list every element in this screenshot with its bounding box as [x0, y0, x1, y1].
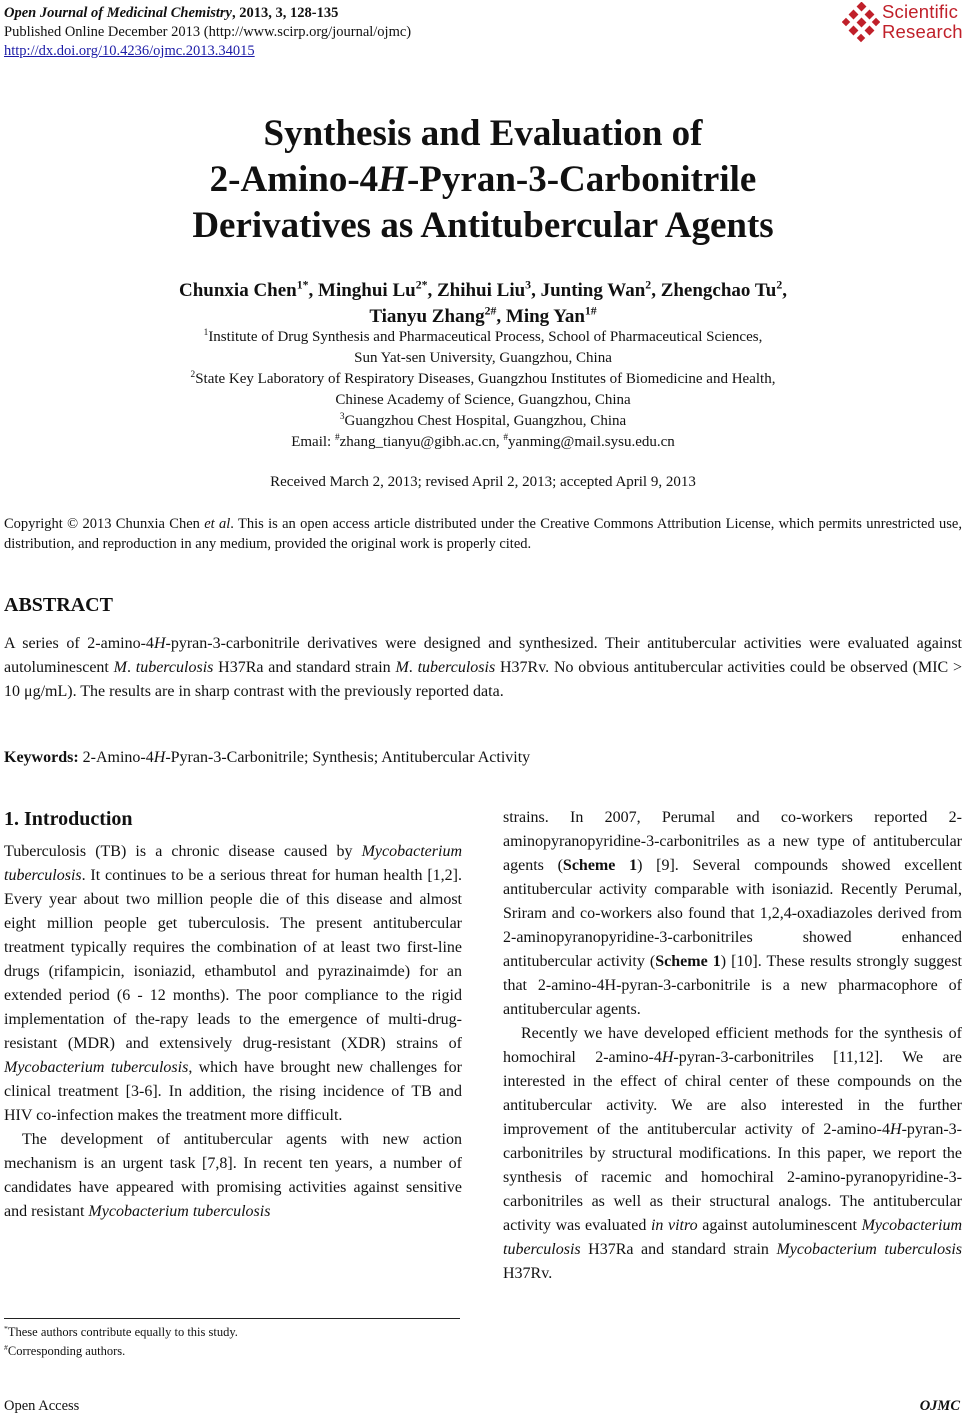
scientific-research-logo — [842, 2, 964, 48]
logo-text-line2: Research — [882, 21, 963, 42]
title-line-1: Synthesis and Evaluation of — [263, 113, 703, 154]
author-emails: Email: #zhang_tianyu@gibh.ac.cn, #yanming@mail.sysu.edu.cn — [291, 433, 675, 450]
received-dates: Received March 2, 2013; revised April 2, 2013; accepted April 9, 2013 — [270, 474, 696, 490]
affiliations: $^1$Institute of Drug Synthesis and Pharmaceutical Process, School of Pharmaceutical Sciences, Sun Yat-sen University, Guangzhou, China $^2$State Key Laboratory of Respiratory Diseases, Guangzhou Institutes of Biomedicine and Health, Chinese Academy of Science, Guangzhou, China $^3$Guangzhou Chest Hospital, Guangzhou, China Email: #zhang_tianyu@gibh.ac.cn, #yanming@mail.sysu.edu.cn — [0, 327, 966, 453]
keywords: Keywords: 2-Amino-4H-Pyran-3-Carbonitrile; Synthesis; Antitubercular Activity — [4, 749, 531, 766]
publication-line: Published Online December 2013 (http://www.scirp.org/journal/ojmc) — [4, 24, 412, 40]
title-line-3: Derivatives as Antitubercular Agents — [192, 205, 774, 246]
intro-paragraph-1: Tuberculosis (TB) is a chronic disease caused by Mycobacterium tuberculosis. It continues to be a serious threat for human health [1,2]. Every year about two million people die of this disease and almost eight million people get tuberculosis. The present antitubercular treatment typically requires the combination of at least two first-line drugs (rifampicin, isoniazid, ethambutol and pyrazinaimde) for an extended period (6 - 12 months). The poor compliance to the rigid implementation of the-rapy leads to the emergence of multi-drug-resistant (MDR) and extensively drug-resistant (XDR) strains of Mycobacterium tuberculosis, which have brought new challenges for clinical treatment [3-6]. In addition, the rising incidence of TB and HIV co-infection makes the treatment more difficult. — [4, 843, 462, 1124]
paper-title — [0, 111, 966, 249]
right-column — [503, 806, 962, 1286]
footnote-divider — [4, 1318, 460, 1319]
title-line-2: 2-Amino-4H-Pyran-3-Carbonitrile — [209, 159, 757, 200]
intro-paragraph-3: Recently we have developed efficient methods for the synthesis of homochiral 2-amino-4H-pyran-3-carbonitriles [11,12]. We are interested in the effect of chiral center of these compounds on the antitubercular activity. We are also interested in the further improvement of the antitubercular activity of 2-amino-4H-pyran-3-carbonitriles by structural modifications. In this paper, we report the synthesis of racemic and homochiral 2-amino-pyranopyridine-3-carbonitriles as well as their structural analogs. The antitubercular activity was evaluated in vitro against autoluminescent Mycobacterium tuberculosis H37Ra and standard strain Mycobacterium tuberculosis H37Rv. — [503, 1025, 962, 1282]
journal-header — [4, 4, 411, 61]
author-list: Chunxia Chen$^{1*}$, Minghui $Lu^{2*}$, Zhihui Liu$^3$, Junting Wan$^2$, Zhengchao Tu$^2$, Tianyu Zhang$^{2\#}$, Ming Yan$^{1\#}$ — [179, 278, 787, 327]
logo-text-line1: Scientific — [882, 1, 959, 22]
abstract-text: A series of 2-amino-4H-pyran-3-carbonitrile derivatives were designed and synthesized. Their antitubercular activities were evaluated against autoluminescent M. tuberculosis H37Ra and standard strain M. tuberculosis H37Rv. No obvious antitubercular activities could be observed (MIC > 10 μg/mL). The results are in sharp contrast with the previously reported data. — [4, 635, 963, 700]
journal-volume: , 2013, 3, 128-135 — [232, 5, 339, 21]
intro-paragraph-2-cont: strains. In 2007, Perumal and co-workers reported 2-aminopyranopyridine-3-carbonitriles as a new type of antitubercular agents (Scheme 1) [9]. Several compounds showed excellent antitubercular activity comparable with isoniazid. Recently Perumal, Sriram and co-workers also found that 1,2,4-oxadiazoles derived from 2-aminopyranopyridine-3-carbonitriles showed enhanced antitubercular activity (Scheme 1) [10]. These results strongly suggest that 2-amino-4H-pyran-3-carbonitrile is a new pharmacophore of antitubercular agents. — [503, 809, 963, 1018]
footer-journal-abbrev: OJMC — [919, 1398, 960, 1414]
logo-mark-icon — [842, 2, 880, 44]
left-column — [4, 804, 462, 1224]
section-heading-introduction: 1. Introduction — [4, 808, 133, 830]
intro-paragraph-2: The development of antitubercular agents with new action mechanism is an urgent task [7,8]. In recent ten years, a number of candidates have appeared with promising activities against sensitive and resistant Mycobacterium tuberculosis — [4, 1131, 462, 1220]
footnotes: *These authors contribute equally to this study. #Corresponding authors. — [4, 1323, 238, 1358]
abstract-heading: ABSTRACT — [4, 594, 113, 616]
copyright-notice: Copyright © 2013 Chunxia Chen et al. This is an open access article distributed under the Creative Commons Attribution License, which permits unrestricted use, distribution, and reproduction in any medium, provided the original work is properly cited. — [4, 516, 962, 552]
journal-name: Open Journal of Medicinal Chemistry — [4, 5, 232, 21]
doi-link[interactable]: http://dx.doi.org/10.4236/ojmc.2013.34015 — [4, 43, 255, 59]
footer-open-access: Open Access — [4, 1398, 80, 1414]
